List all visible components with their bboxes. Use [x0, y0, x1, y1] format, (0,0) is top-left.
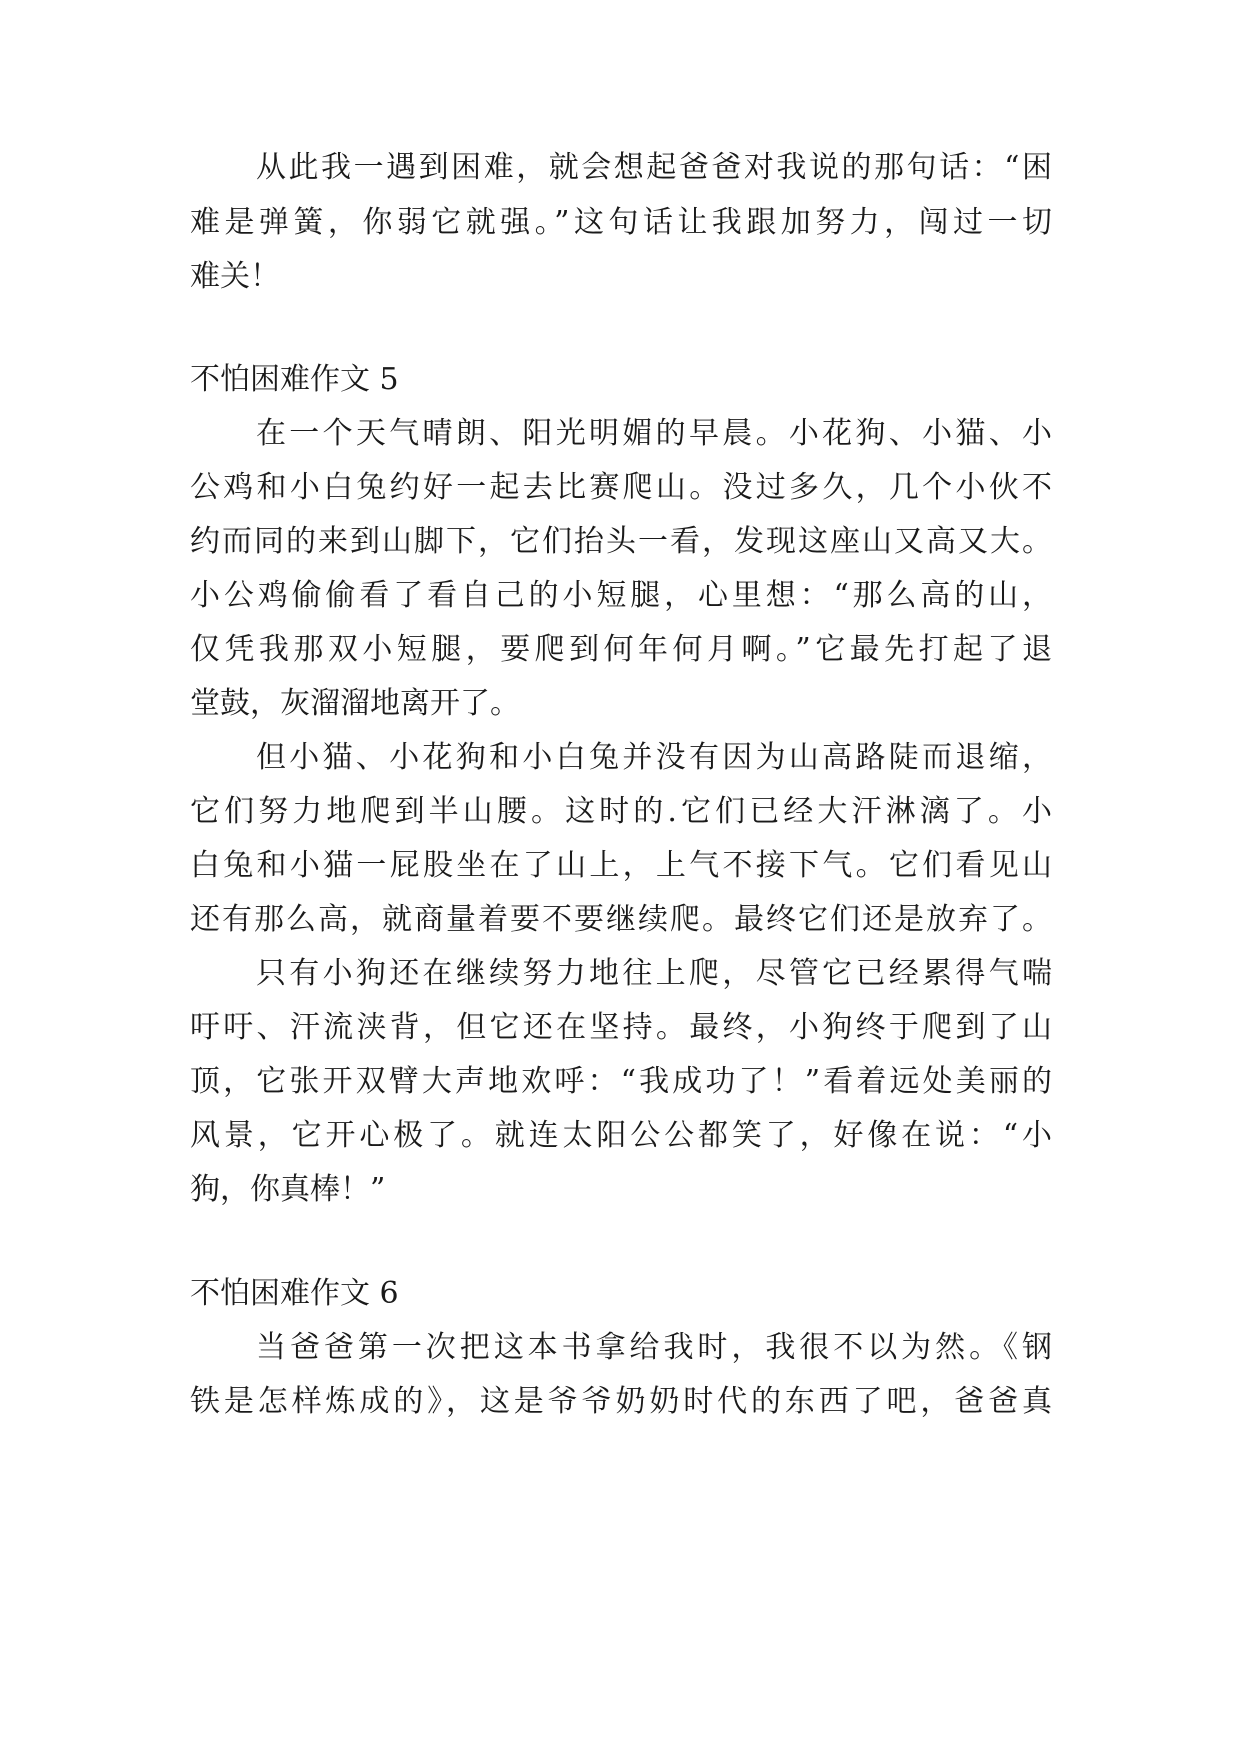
- paragraph-line: 顶，它张开双臂大声地欢呼：“我成功了！”看着远处美丽的: [190, 1064, 1052, 1099]
- paragraph-line: 堂鼓，灰溜溜地离开了。: [190, 686, 520, 721]
- paragraph-line: 难关！: [190, 259, 280, 294]
- paragraph-line: 从此我一遇到困难，就会想起爸爸对我说的那句话：“困: [256, 150, 1052, 185]
- paragraph-line: 但小猫、小花狗和小白兔并没有因为山高路陡而退缩，: [256, 740, 1052, 775]
- paragraph-line: 难是弹簧，你弱它就强。”这句话让我跟加努力，闯过一切: [190, 205, 1052, 240]
- section-heading-5: 不怕困难作文 5: [190, 362, 399, 397]
- paragraph-line: 当爸爸第一次把这本书拿给我时，我很不以为然。《钢: [256, 1330, 1052, 1365]
- paragraph-line: 风景，它开心极了。就连太阳公公都笑了，好像在说：“小: [190, 1118, 1052, 1153]
- paragraph-line: 白兔和小猫一屁股坐在了山上，上气不接下气。它们看见山: [190, 848, 1052, 883]
- paragraph-line: 只有小狗还在继续努力地往上爬，尽管它已经累得气喘: [256, 956, 1052, 991]
- paragraph-line: 狗，你真棒！”: [190, 1172, 386, 1207]
- paragraph-line: 吁吁、汗流浃背，但它还在坚持。最终，小狗终于爬到了山: [190, 1010, 1052, 1045]
- paragraph-line: 在一个天气晴朗、阳光明媚的早晨。小花狗、小猫、小: [256, 416, 1052, 451]
- paragraph-line: 小公鸡偷偷看了看自己的小短腿，心里想：“那么高的山，: [190, 578, 1052, 613]
- paragraph-line: 它们努力地爬到半山腰。这时的.它们已经大汗淋漓了。小: [190, 794, 1052, 829]
- paragraph-line: 铁是怎样炼成的》，这是爷爷奶奶时代的东西了吧，爸爸真: [190, 1384, 1052, 1419]
- paragraph-line: 还有那么高，就商量着要不要继续爬。最终它们还是放弃了。: [190, 902, 1052, 937]
- paragraph-line: 公鸡和小白兔约好一起去比赛爬山。没过多久，几个小伙不: [190, 470, 1052, 505]
- paragraph-line: 约而同的来到山脚下，它们抬头一看，发现这座山又高又大。: [190, 524, 1052, 559]
- paragraph-line: 仅凭我那双小短腿，要爬到何年何月啊。”它最先打起了退: [190, 632, 1052, 667]
- section-heading-6: 不怕困难作文 6: [190, 1276, 399, 1311]
